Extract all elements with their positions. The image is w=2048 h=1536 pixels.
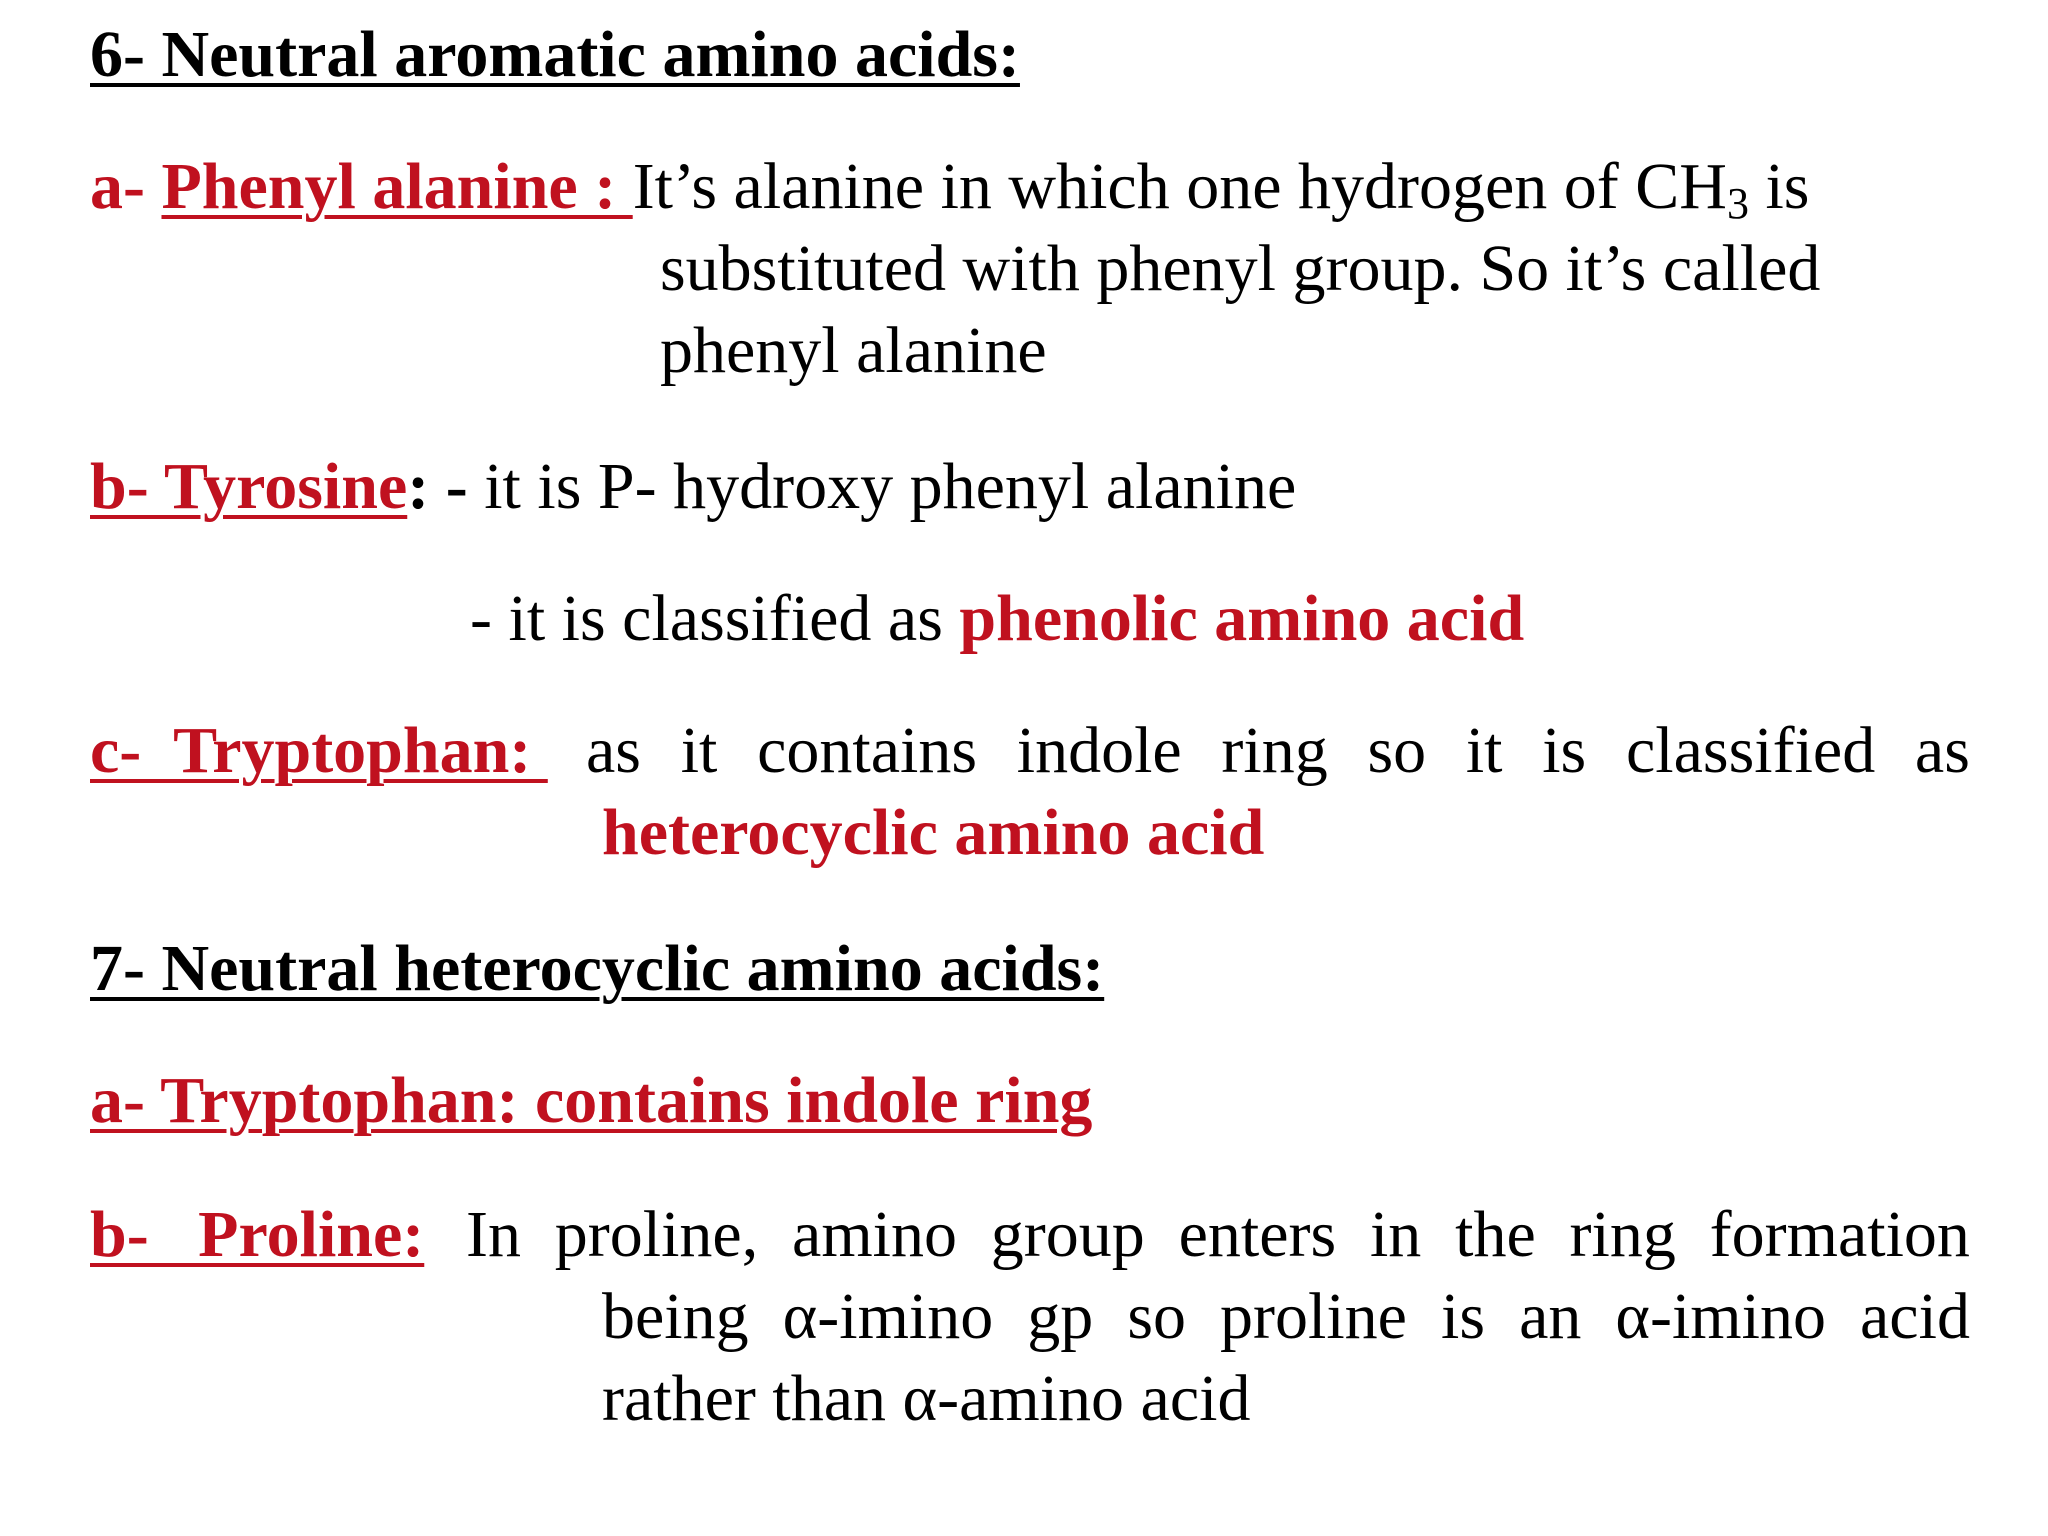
proline-desc-line3: rather than α-amino acid [602, 1362, 1251, 1435]
proline-desc-line1: In proline, amino group enters in the ring formation [466, 1198, 1970, 1271]
tyrosine-desc-line1: it is P- hydroxy phenyl alanine [484, 450, 1297, 523]
section-7-heading: 7- Neutral heterocyclic amino acids: [90, 932, 1105, 1005]
heterocyclic-highlight: heterocyclic amino acid [602, 796, 1265, 869]
phenylalanine-desc-line1: It’s alanine in which one hydrogen of $CH_3$ is [632, 150, 1810, 228]
phenylalanine-desc-line2: substituted with phenyl group. So it’s called [660, 232, 1821, 305]
phenylalanine-letter: a- [90, 150, 162, 223]
phenylalanine-entry [90, 146, 1810, 228]
proline-desc-line2: being α-imino gp so proline is an α-imino acid [602, 1280, 1970, 1353]
tryptophan-indole-entry: a- Tryptophan: contains indole ring [90, 1064, 1093, 1137]
tyrosine-desc-line2: - it is classified as phenolic amino acid [470, 582, 1525, 655]
tryptophan-desc-line1: as it contains indole ring so it is classified as [586, 714, 1970, 787]
proline-entry [90, 1194, 424, 1276]
tyrosine-colon: : - [407, 450, 485, 523]
phenylalanine-desc-line3: phenyl alanine [660, 314, 1047, 387]
tyrosine-term: b- Tyrosine [90, 450, 408, 523]
section-6-heading: 6- Neutral aromatic amino acids: [90, 18, 1020, 91]
phenolic-highlight: phenolic amino acid [959, 582, 1525, 655]
phenylalanine-term: Phenyl alanine : [161, 150, 633, 223]
proline-term: b- Proline: [90, 1198, 425, 1271]
tyrosine-entry [90, 446, 1296, 528]
tryptophan-term: c- Tryptophan: [90, 714, 548, 787]
